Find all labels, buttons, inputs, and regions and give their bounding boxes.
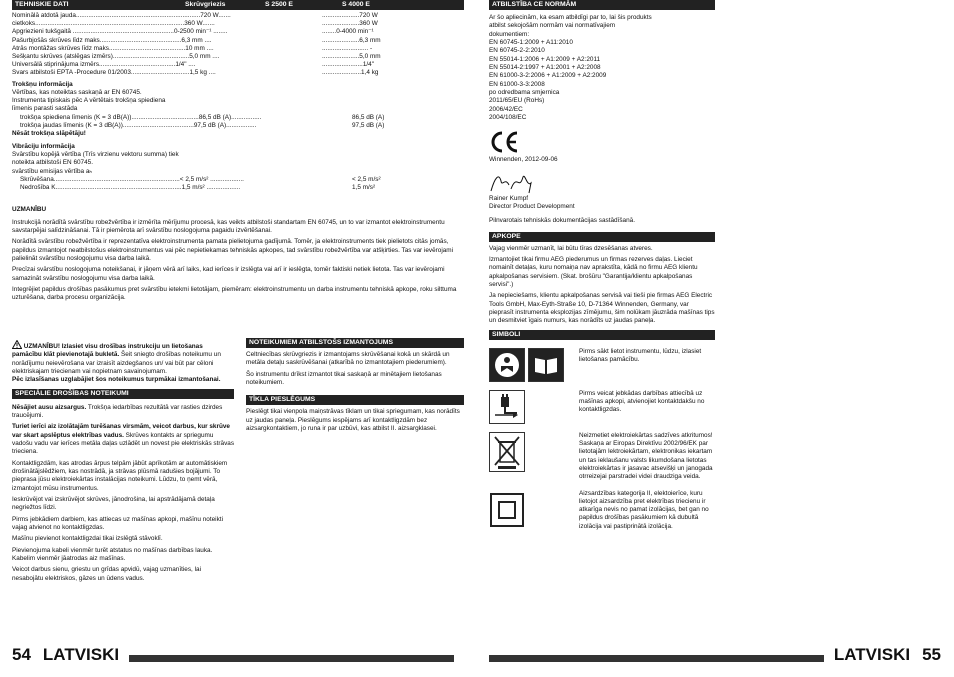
warning-paragraph: Integrējiet papildus drošības pasākumus pret svārstību ietekmi lietotājam, piemēram: elektroinstrumentu un darba instrumentu tehniskā apkope, roku silttuma uzturēšana, darba procesu organizācija. [12,285,457,302]
tech-row: Sešķantu skrūves (atslēgas izmērs)...........................................5,0 mm .... .....................5,0 mm [12,52,381,60]
page-number-left: 54 [12,644,31,664]
intended-use-header: NOTEIKUMIEM ATBILSTOŠS IZMANTOJUMS [246,338,464,348]
conformity-text: Ar šo apliecinām, ka esam atbildīgi par to, lai šis produkts atbilst sekojošām normām vai normatīvajiem dokumentiem: EN 60745-1:2009 + A11:2010 EN 60745-2-2:2010 EN 55014-1:2006 + A1:2009 + A2:2011 EN 55014-2:1997 + A1:2001 + A2:2008 EN 61000-3-2:2006 + A1:2009 + A2:2009 EN 61000-3-3:2008 po odredbama smjernica 2011/65/EU (RoHs) 2006/42/EC 2004/108/EC [489,14,652,121]
read-manual-icon [489,348,525,382]
symbol-text: Pirms veicat jebkādas darbības attiecībā uz mašīnas apkopi, atvienojiet kontaktdakšu no kontaktligzdas. [579,389,705,414]
caution-lead: UZMANĪBU! Izlasiet visu drošības instrukciju un lietošanas pamācību klāt pievienotajā bukletā. [12,343,203,359]
warning-paragraph: Precīzai svārstību noslogojuma noteikšanai, ir jāņem vērā arī laiks, kad ierīces ir izslēgta vai arī ir ieslēgta, tomēr faktiski netiek lietota. Tas var ievērojami samazināt svārstību noslogojumu visa darba laikā. [12,266,445,282]
language-right: LATVISKI [833,644,911,664]
model-label: Skrūvgriezis [185,1,226,8]
vibration-line: noteikta atbilstoši EN 60745. [12,159,93,167]
special-rule: Veicot darbus sienu, griestu un grīdas apvidū, vajag uzmanīties, lai nesabojātu elektriskos, gāzes un ūdens vadus. [12,566,201,582]
noise-info [12,81,402,139]
tech-data-header [12,0,464,10]
service-paragraph: Ja nepieciešams, klientu apkalpošanas servisā vai tieši pie firmas AEG Electric Tools GmbH, Max-Eyth-Straße 10, D-71364 Winnenden, Germany, var pieprasīt instrumenta eksplozijas zīmējumu, šim nolūkam jāuzrāda mašīnas tips un desmitviet īgais numurs, kas norādīts uz jaudas paneļa. [489,292,715,325]
special-rule: Pirms jebkādiem darbiem, kas attiecas uz mašīnas apkopi, mašīnu noteikti vajag atvienot no kontaktligzdas. [12,515,223,531]
right-footer [489,644,941,666]
noise-line: Vērtības, kas noteiktas saskaņā ar EN 60745. [12,88,142,96]
conformity-header: ATBILSTĪBA CE NORMĀM [489,0,715,10]
vibration-row: Nedrošība K.......................................................................1,5 m/s² ................... 1,5 m/s² [20,184,376,192]
caution-paragraph [12,340,234,385]
special-rule: Kontaktligzdām, kas atrodas ārpus telpām jābūt aprīkotām ar automātiskiem drošinātājslēdžiem, kas nostrādā, ja strāvas plūsmā radušies bojājumi. To pieprasa jūsu elektroiekārtas instalācijas noteikumi. Lūdzu, to ņemt vērā, izmantojot mūsu instrumentus. [12,459,228,492]
left-footer [12,644,464,666]
warning-title: UZMANĪBU [12,206,47,214]
warning-triangle-icon [12,340,22,349]
crossed-bin-icon [489,432,525,472]
footer-bar-right [489,655,824,662]
symbol-row [489,390,715,424]
right-page [489,0,715,677]
special-rule: Mašīnu pievienot kontaktligzdai tikai izslēgtā stāvoklī. [12,535,163,543]
signature-image [489,171,715,195]
caution-body: Šeit sniegto drošības noteikumu un norādījumu neievērošana var izraisīt aizdegšanos un/ vai būt par cēloni elektriskajam triecienam vai nopietnam savainojumam. [12,351,221,375]
symbol-text: Aizsardzības kategorija II, elektoierīce, kuru lietojot aizsardzība pret elektrības triecienu ir atkarīga nevis no pamat izolācijas, bet gan no papildus drošības pasākumiem kā dubultā izolācija vai pastiprinātā izolācija. [579,489,709,530]
open-book-icon [528,348,564,382]
tech-row: Universālā stiprinājuma izmērs...........................................1/4" .... .......................1/4" [12,61,374,69]
vibration-row: Skrūvēšana.......................................................................< 2,5 m/s² ................... < 2,5 m/s² [20,175,381,183]
warning-section [12,206,464,302]
special-rule: Pievienojuma kabeli vienmēr turēt atstatus no mašīnas darbības lauka. Kabelim vienmēr jāatrodas aiz mašīnas. [12,546,213,562]
tech-row: Ātrās montāžas skrūves līdz maks...........................................10 mm .... .......................... - [12,44,373,52]
noise-title: Trokšņu informācija [12,80,73,88]
signer-title: Director Product Development [489,202,575,210]
tech-data-table [12,12,402,78]
intended-use-paragraph: Šo instrumentu drīkst izmantot tikai saskaņā ar minētajiem lietošanas noteikumiem. [246,370,442,386]
left-page [12,0,464,677]
noise-line: līmenis parasti sastāda [12,105,78,113]
authorized-text: Pilnvarotais tehniskās dokumentācijas sastādīšanā. [489,217,635,225]
place-date: Winnenden, 2012-09-06 [489,156,558,164]
symbol-text: Neizmetiet elektroiekārtas sadzīves atkritumos! Saskaņa ar Eiropas Direktīvu 2002/96/EK par lietotajām lektroiekārtam, elektronikas iekartam un tas ieklaušanu valsts likumdošana lietotas elektroiekārtas ir jasavac atsevišķi un janogada otrreizejai parstradei videi draudziga veida. [579,431,713,481]
class-ii-icon [489,490,525,530]
tech-row: Nominālā atdotā jauda......................................................................720 W....... .....................720 W [12,12,378,19]
mains-header: TĪKLA PIESLĒGUMS [246,395,464,405]
mains-paragraph: Pieslēgt tikai vienpola maiņstrāvas tīklam un tikai spriegumam, kas norādīts uz jaudas paneļa. Pieslēgums iespējams arī kontaktligzdām bez aizsargkontaktiem, jo runa ir par uzbūvi, kas atbilst II. aizsargklasei. [246,408,460,432]
vibration-info [12,143,402,193]
ce-mark-icon [489,130,715,156]
symbol-row [489,348,715,382]
model-c1: S 2500 E [265,1,293,8]
vibration-line: svārstību emisijas vērtība aₕ [12,167,93,175]
noise-warning: Nēsāt trokšņa slāpētāju! [12,130,86,138]
tech-row: Svars atbilstoši EPTA -Procedure 01/2003.................................1,5 kg .... ......................1,4 kg [12,69,379,77]
language-left: LATVISKI [42,644,120,664]
service-paragraph: Vajag vienmēr uzmanīt, lai būtu tīras dzesēšanas atveres. [489,244,653,252]
tech-row: Pašurbjošās skrūves līdz maks..............................................6,3 mm .... .....................6,3 mm [12,36,381,44]
page-number-right: 55 [922,644,941,664]
vibration-line: Svārstību kopējā vērtība (Trīs virzienu vektoru summa) tiek [12,150,179,158]
unplug-icon [489,390,525,424]
symbol-text: Pirms sākt lietot instrumentu, lūdzu, izlasiet lietošanas pamācību. [579,347,702,363]
service-header: APKOPE [489,232,715,242]
vibration-title: Vibrāciju informācija [12,142,75,150]
signer-name: Rainer Kumpf [489,194,529,202]
tech-row: cietkoks....................................................................................360 W....... .....................360 W [12,20,378,28]
footer-bar-left [129,655,454,662]
left-lower-column [12,340,234,586]
tech-data-title: TEHNISKIE DATI [15,1,69,8]
special-rule: Ieskrūvējot vai izskrūvējot skrūves, jānodrošina, lai apstrādājamā detaļa negriežtos līdzi. [12,495,215,512]
tech-row: Apgriezieni tukšgaitā .........................................................0-2500 min⁻¹ ........ ........0-4000 min⁻¹ [12,28,374,36]
left-right-column [246,338,464,436]
warning-paragraph: Norādītā svārstību robežvērtība ir reprezentatīva elektroinstrumenta pamata pielietojuma gadījumā. Tomēr, ja elektroinstruments tiek pielietots citās jomās, papildus izmantojot neatbilstošus elektroinstrumentus vai pēc nepietiekamas tehniskās apkopes, tad svārstību robežvērtība var atšķirties. Tas var ievērojami palielināt svārstību noslogojumu visa darba laikā. [12,238,454,262]
warning-paragraph: Instrukcijā norādītā svārstību robežvērtība ir izmērīta mērījumu procesā, kas veikts atbilstoši standartam EN 60745, un to var izmantot elektroinstrumentu savstarpējai salīdzināšanai. Tā ir piemērota arī svārstību noslogojuma pagaidu izvērtēšanai. [12,218,445,234]
symbols-header: SIMBOLI [489,330,715,340]
noise-row: trokšņa spiediena līmenis (K = 3 dB(A))......................................86,5 dB (A)................. 86,5 dB (A) [20,113,385,121]
special-safety-header: SPECIĀLIE DROŠĪBAS NOTEIKUMI [12,389,234,399]
caution-tail: Pēc izlasīšanas uzglabājiet šos noteikumus turpmākai izmantošanai. [12,376,221,384]
noise-row: trokšņa jaudas līmenis (K = 3 dB(A))........................................97,5 dB (A)................. 97,5 dB (A) [20,122,385,129]
symbol-row [489,432,715,482]
special-rule: Nēsājiet ausu aizsargus. Trokšņa iedarbības rezultātā var rasties dzirdes traucējumi. [12,403,223,419]
model-c2: S 4000 E [342,1,370,8]
symbol-row [489,490,715,532]
service-paragraph: Izmantojiet tikai firmu AEG piederumus un firmas rezerves daļas. Lieciet nomainīt detaļas, kuru nomaiņa nav aprakstīta, kādā no firmu AEG klientu apkalpošanas servisiem. (Skat. brošūru "Garantija/klientu apkalpošanas servisi".) [489,255,698,288]
noise-line: Instrumenta tipiskais pēc A vērtētais trokšņa spiediena [12,97,166,105]
intended-use-paragraph: Celtniecības skrūvgriezis ir izmantojams skrūvēšanai kokā un skārdā un metāla detaļu saskrūvēšanai (atkarībā no izmantotajiem piederumiem). [246,351,450,367]
special-rule: Turiet ierīci aiz izolātajām turēšanas virsmām, veicot darbus, kur skrūve var skart apslēptus elektrības vadus. Skrūves kontakts ar spriegumu vadošu vadu var ierīces metāla daļas uzlādēt un novest pie elektriskās strāvas trieciena. [12,423,235,456]
